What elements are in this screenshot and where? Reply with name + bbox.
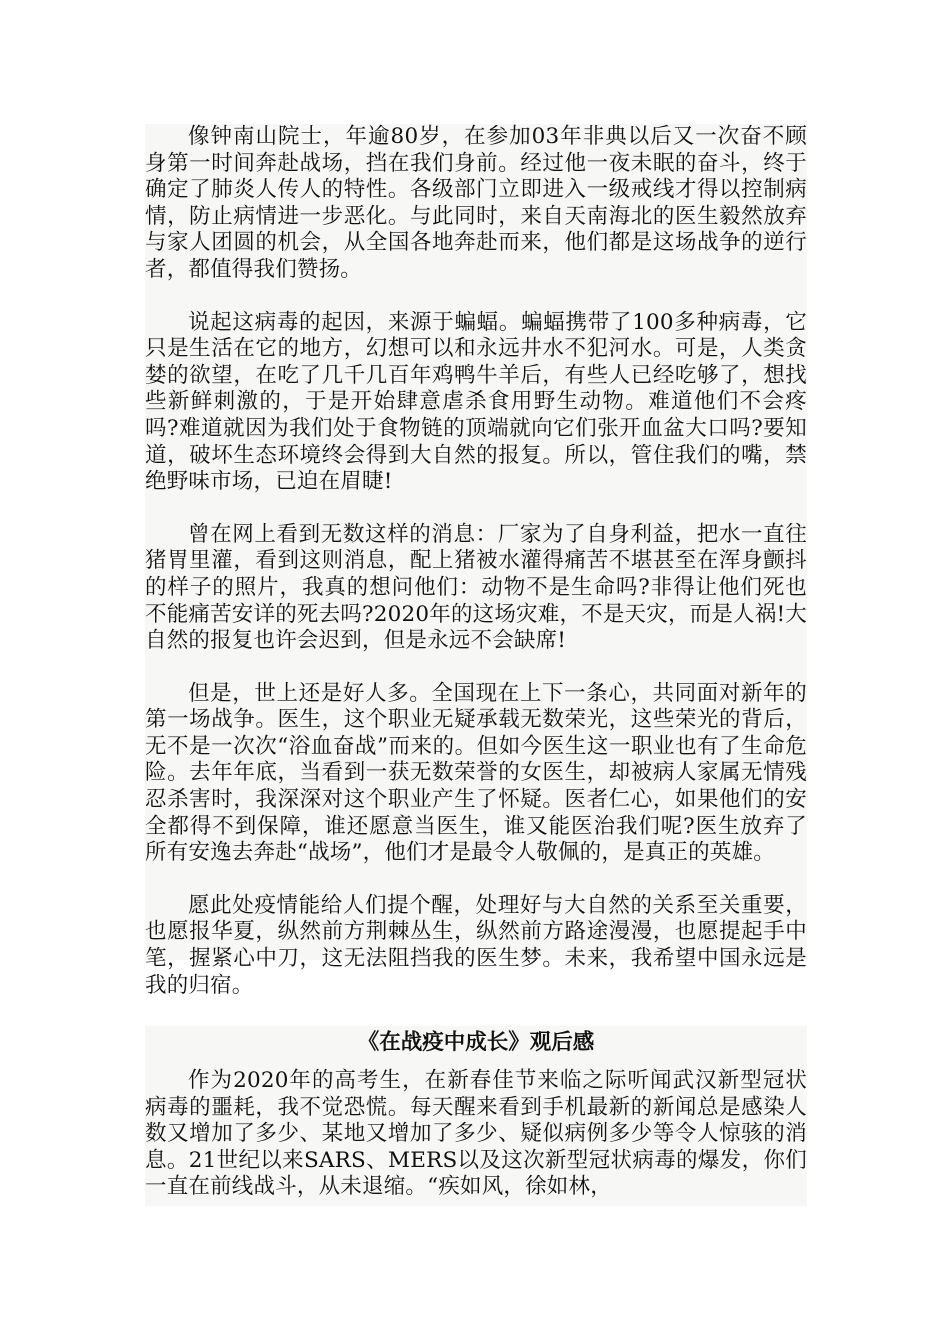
paragraph-gaokao-student: 作为2020年的高考生，在新春佳节来临之际听闻武汉新型冠状病毒的噩耗，我不觉恐慌。每天醒来看到手机最新的新闻总是感染人数又增加了多少、某地又增加了多少、疑似病例多少等令人惊骇的消息。21世纪以来SARS、MERS以及这次新型冠状病毒的爆发，你们一直在前线战斗，从未退缩。“疾如风，徐如林， bbox=[145, 1068, 807, 1200]
paragraph-doctor-dream: 愿此处疫情能给人们提个醒，处理好与大自然的关系至关重要，也愿报华夏，纵然前方荆棘丛生，纵然前方路途漫漫，也愿提起手中笔，握紧心中刀，这无法阻挡我的医生梦。未来，我希望中国永远是我的归宿。 bbox=[145, 892, 807, 998]
paragraph-zhong-nanshan: 像钟南山院士，年逾80岁，在参加03年非典以后又一次奋不顾身第一时间奔赴战场，挡在我们身前。经过他一夜未眠的奋斗，终于确定了肺炎人传人的特性。各级部门立即进入一级戒线才得以控制病情，防止病情进一步恶化。与此同时，来自天南海北的医生毅然放弃与家人团圆的机会，从全国各地奔赴而来，他们都是这场战争的逆行者，都值得我们赞扬。 bbox=[145, 124, 807, 282]
paragraph-spacer bbox=[145, 284, 807, 310]
essay-section-1 bbox=[145, 124, 807, 998]
section-title: 《在战疫中成长》观后感 bbox=[357, 1030, 595, 1055]
paragraph-spacer bbox=[145, 655, 807, 681]
paragraph-animal-cruelty: 曾在网上看到无数这样的消息：厂家为了自身利益，把水一直往猪胃里灌，看到这则消息，配上猪被水灌得痛苦不堪甚至在浑身颤抖的样子的照片，我真的想问他们：动物不是生命吗?非得让他们死也不能痛苦安详的死去吗?2020年的这场灾难，不是天灾，而是人祸!大自然的报复也许会迟到，但是永远不会缺席! bbox=[145, 521, 807, 654]
paragraph-spacer bbox=[145, 496, 807, 522]
paragraph-spacer bbox=[145, 867, 807, 893]
essay-section-2 bbox=[145, 1026, 807, 1206]
paragraph-doctors-heroes: 但是，世上还是好人多。全国现在上下一条心，共同面对新年的第一场战争。医生，这个职业无疑承载无数荣光，这些荣光的背后，无不是一次次“浴血奋战”而来的。但如今医生这一职业也有了生命危险。去年年底，当看到一获无数荣誉的女医生，却被病人家属无情残忍杀害时，我深深对这个职业产生了怀疑。医者仁心，如果他们的安全都得不到保障，谁还愿意当医生，谁又能医治我们呢?医生放弃了所有安逸去奔赴“战场”，他们才是最令人敬佩的，是真正的英雄。 bbox=[145, 680, 807, 866]
paragraph-virus-origin: 说起这病毒的起因，来源于蝙蝠。蝙蝠携带了100多种病毒，它只是生活在它的地方，幻想可以和永远井水不犯河水。可是，人类贪婪的欲望，在吃了几千几百年鸡鸭牛羊后，有些人已经吃够了，想找些新鲜刺激的，于是开始肆意虐杀食用野生动物。难道他们不会疼吗?难道就因为我们处于食物链的顶端就向它们张开血盆大口吗?要知道，破坏生态环境终会得到大自然的报复。所以，管住我们的嘴，禁绝野味市场，已迫在眉睫! bbox=[145, 309, 807, 495]
